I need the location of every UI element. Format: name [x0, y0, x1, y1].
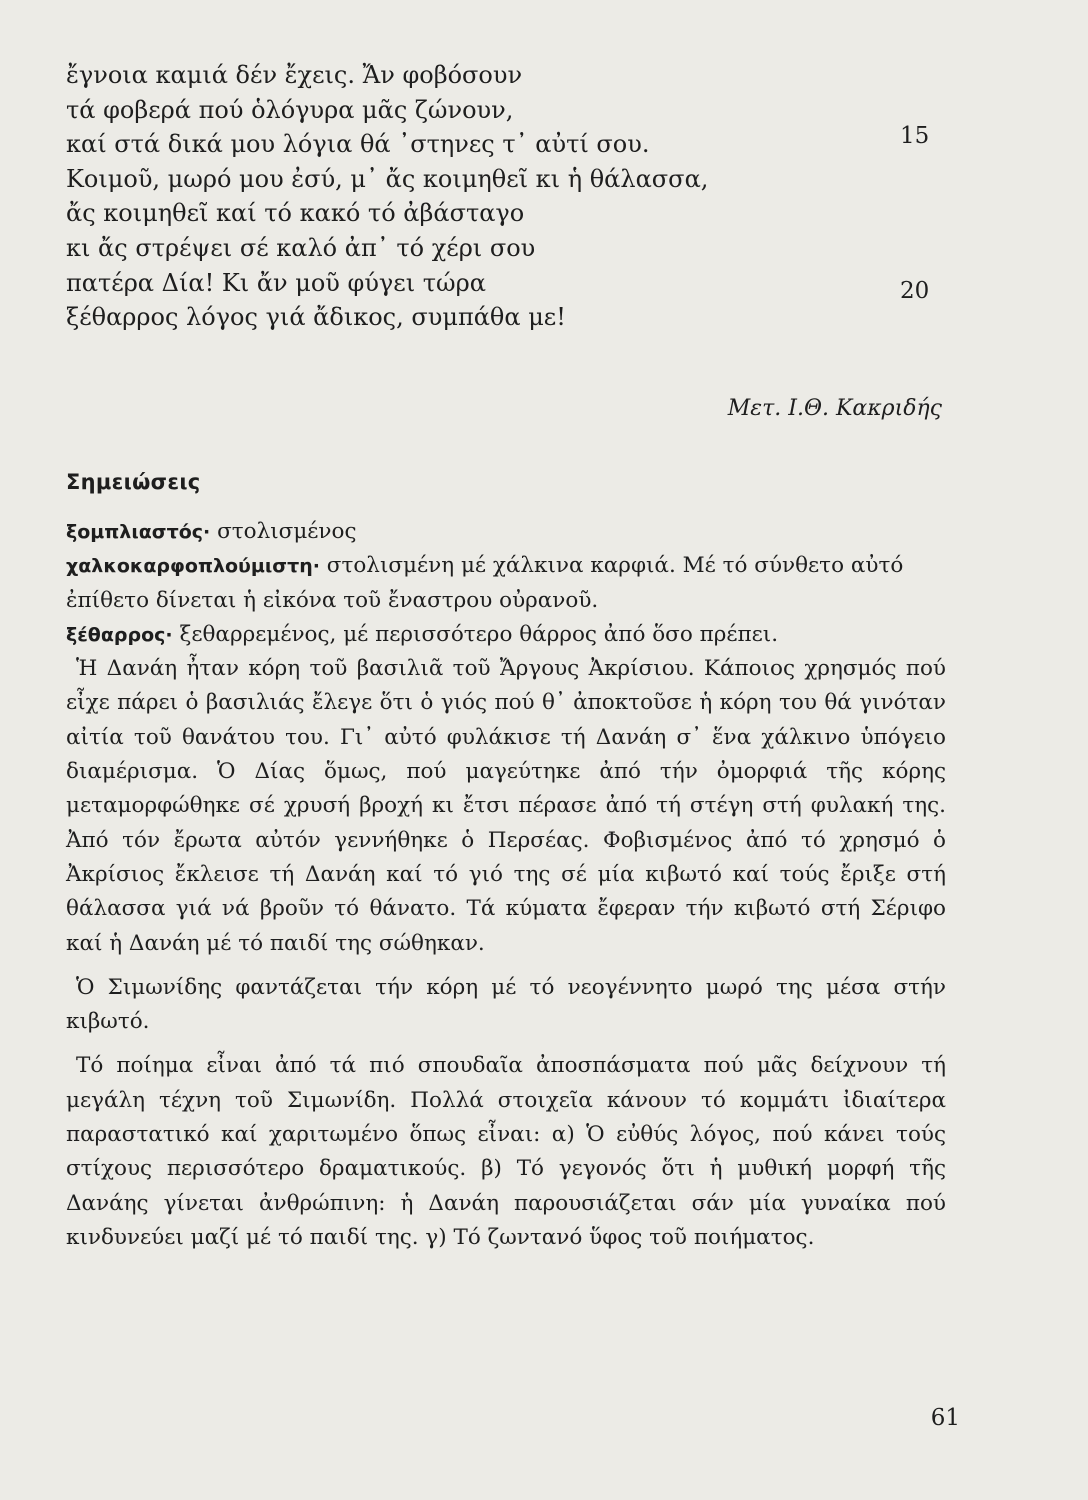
- notes-paragraph: Ἡ Δανάη ἦταν κόρη τοῦ βασιλιᾶ τοῦ Ἄργους Ἀκρίσιου. Κάποιος χρησμός πού εἶχε πάρει ὁ βασιλιάς ἔλεγε ὅτι ὁ γιός πού θ᾿ ἀποκτοῦσε ἡ κόρη του θά γινόταν αἰτία τοῦ θανάτου του. Γι᾿ αὐτό φυλάκισε τή Δανάη σ᾿ ἕνα χάλκινο ὑπόγειο διαμέρισμα. Ὁ Δίας ὅμως, πού μαγεύτηκε ἀπό τήν ὀμορφιά τῆς κόρης μεταμορφώθηκε σέ χρυσή βροχή κι ἔτσι πέρασε ἀπό τή στέγη στή φυλακή της. Ἀπό τόν ἔρωτα αὐτόν γεννήθηκε ὁ Περσέας. Φοβισμένος ἀπό τό χρησμό ὁ Ἀκρίσιος ἔκλεισε τή Δανάη καί τό γιό της σέ μία κιβωτό καί τούς ἔριξε στή θάλασσα γιά νά βροῦν τό θάνατο. Τά κύματα ἔφεραν τήν κιβωτό στή Σέριφο καί ἡ Δανάη μέ τό παιδί της σώθηκαν.: [66, 656, 946, 956]
- gloss-entry: [66, 618, 946, 652]
- gloss-definition: στολισμένος: [217, 519, 357, 544]
- notes-paragraph: Ὁ Σιμωνίδης φαντάζεται τήν κόρη μέ τό νεογέννητο μωρό της μέσα στήν κιβωτό.: [66, 974, 946, 1035]
- gloss-entry: [66, 549, 946, 618]
- poem-line: ξέθαρρος λόγος γιά ἄδικος, συμπάθα με!: [66, 303, 566, 332]
- gloss-term: ξέθαρρος·: [66, 623, 173, 646]
- poem-line: ἄς κοιμηθεῖ καί τό κακό τό ἀβάσταγο: [66, 199, 525, 228]
- poem-line: καί στά δικά μου λόγια θά ᾿στηνες τ᾿ αὐτί σου.: [66, 130, 650, 159]
- translator-credit: Μετ. Ι.Θ. Κακριδής: [727, 396, 942, 421]
- gloss-definition: στολισμένη μέ χάλκινα καρφιά. Μέ τό σύνθετο αὐτό ἐπίθετο δίνεται ἡ εἰκόνα τοῦ ἔναστρου οὐρανοῦ.: [66, 553, 904, 613]
- poem-line: κι ἄς στρέψει σέ καλό ἀπ᾿ τό χέρι σου: [66, 233, 536, 262]
- poem-line: ἔγνοια καμιά δέν ἔχεις. Ἄν φοβόσουν: [66, 61, 523, 89]
- notes-heading: Σημειώσεις: [66, 470, 201, 494]
- gloss-definition: ξεθαρρεμένος, μέ περισσότερο θάρρος ἀπό ὅσο πρέπει.: [179, 621, 779, 647]
- notes-section: [66, 515, 946, 1255]
- line-number-15: 15: [900, 122, 930, 149]
- poem-line: πατέρα Δία! Κι ἄν μοῦ φύγει τώρα 20: [66, 266, 946, 301]
- line-number-20: 20: [900, 277, 930, 304]
- gloss-term: ξομπλιαστός·: [66, 521, 211, 543]
- gloss-entry: [66, 515, 946, 549]
- notes-paragraph: Τό ποίημα εἶναι ἀπό τά πιό σπουδαῖα ἀποσπάσματα πού μᾶς δείχνουν τή μεγάλη τέχνη τοῦ Σιμωνίδη. Πολλά στοιχεῖα κάνουν τό κομμάτι ἰδιαίτερα παραστατικό καί χαριτωμένο ὅπως εἶναι: α) Ὁ εὐθύς λόγος, πού κάνει τούς στίχους περισσότερο δραματικούς. β) Τό γεγονός ὅτι ἡ μυθική μορφή τῆς Δανάης γίνεται ἀνθρώπινη: ἡ Δανάη παρουσιάζεται σάν μία γυναίκα πού κινδυνεύει μαζί μέ τό παιδί της. γ) Τό ζωντανό ὕφος τοῦ ποιήματος.: [66, 1053, 946, 1250]
- gloss-term: χαλκοκαρφοπλούμιστη·: [66, 555, 320, 578]
- poem-line: Κοιμοῦ, μωρό μου ἐσύ, μ᾿ ἄς κοιμηθεῖ κι ἡ θάλασσα,: [66, 164, 709, 193]
- poem-excerpt: [66, 58, 946, 335]
- page-number: 61: [930, 1405, 960, 1431]
- poem-line: τά φοβερά πού ὁλόγυρα μᾶς ζώνουν, 15: [66, 93, 946, 128]
